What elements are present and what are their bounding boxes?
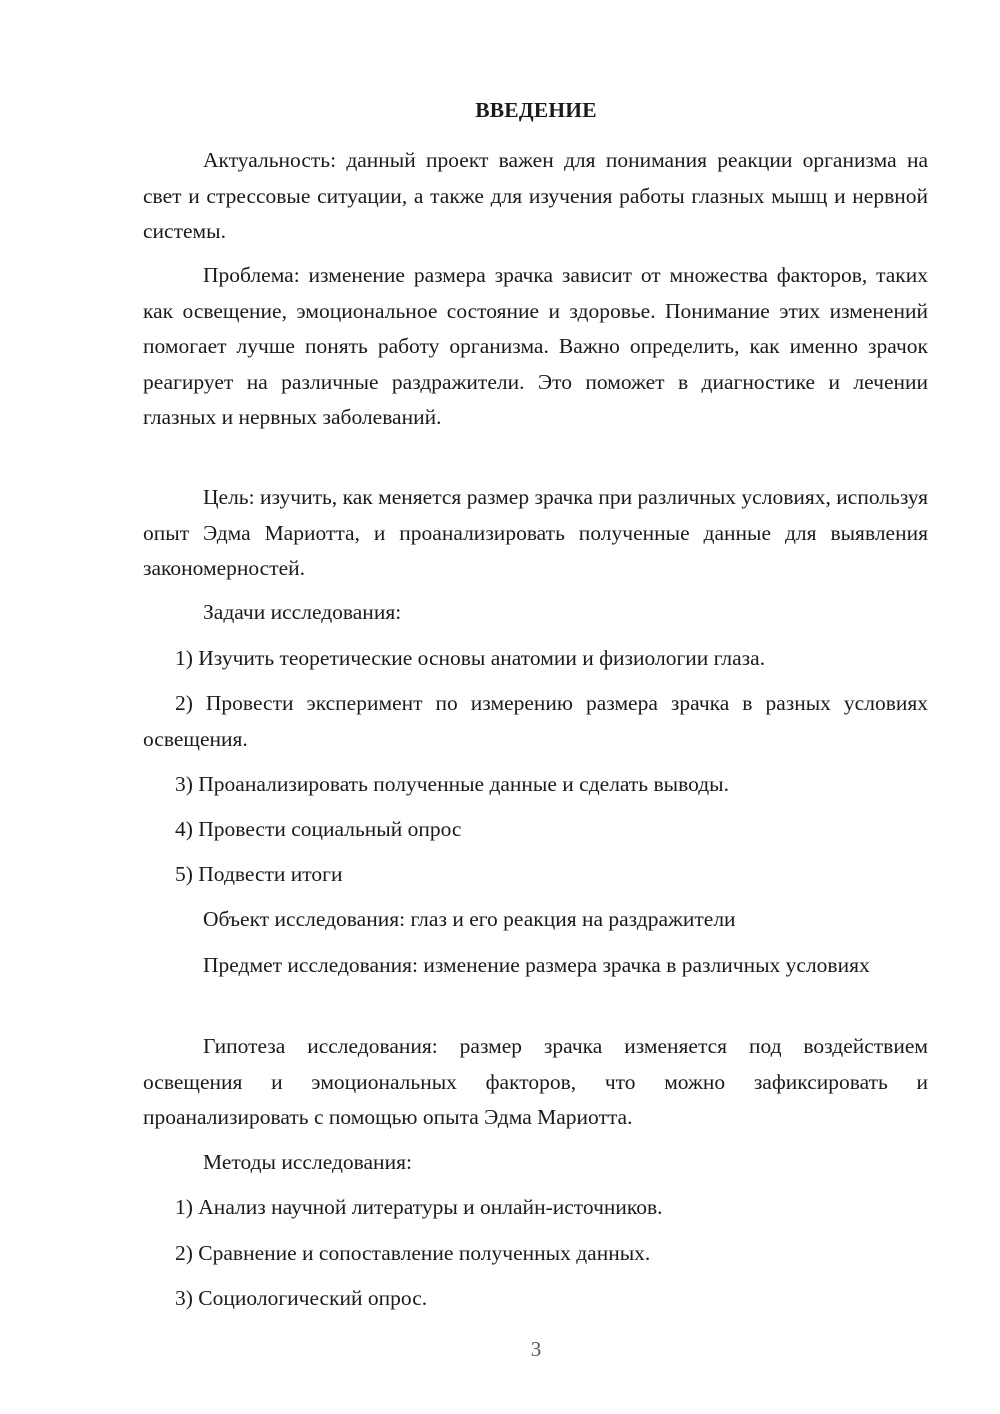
method-item-2: 2) Сравнение и сопоставление полученных данных. (175, 1241, 651, 1265)
task-item-4: 4) Провести социальный опрос (175, 817, 462, 841)
page-title: ВВЕДЕНИЕ (475, 98, 597, 122)
subject-paragraph: Предмет исследования: изменение размера зрачка в различных условиях (203, 953, 870, 977)
problem-paragraph: Проблема: изменение размера зрачка зависит от множества факторов, таких как освещение, эмоциональное состояние и здоровье. Понимание этих изменений помогает лучше понять работу организма. Важно определить, как именно зрачок реагирует на различные раздражители. Это поможет в диагностике и лечении глазных и нервных заболеваний. (143, 263, 928, 429)
task-item-1: 1) Изучить теоретические основы анатомии и физиологии глаза. (175, 646, 766, 670)
task-item-2: 2) Провести эксперимент по измерению размера зрачка в разных условиях освещения. (143, 691, 928, 751)
task-item-5: 5) Подвести итоги (175, 862, 343, 886)
page-number: 3 (530, 1337, 542, 1361)
method-item-3: 3) Социологический опрос. (175, 1286, 428, 1310)
method-item-1: 1) Анализ научной литературы и онлайн-источников. (175, 1195, 663, 1219)
task-item-3: 3) Проанализировать полученные данные и сделать выводы. (175, 772, 729, 796)
object-paragraph: Объект исследования: глаз и его реакция на раздражители (203, 907, 736, 931)
relevance-paragraph: Актуальность: данный проект важен для понимания реакции организма на свет и стрессовые ситуации, а также для изучения работы глазных мышц и нервной системы. (143, 148, 928, 243)
goal-paragraph: Цель: изучить, как меняется размер зрачка при различных условиях, используя опыт Эдма Мариотта, и проанализировать полученные данные для выявления закономерностей. (143, 485, 928, 580)
hypothesis-paragraph: Гипотеза исследования: размер зрачка изменяется под воздействием освещения и эмоциональных факторов, что можно зафиксировать и проанализировать с помощью опыта Эдма Мариотта. (143, 1034, 928, 1129)
tasks-heading: Задачи исследования: (203, 600, 402, 624)
methods-heading: Методы исследования: (203, 1150, 412, 1174)
